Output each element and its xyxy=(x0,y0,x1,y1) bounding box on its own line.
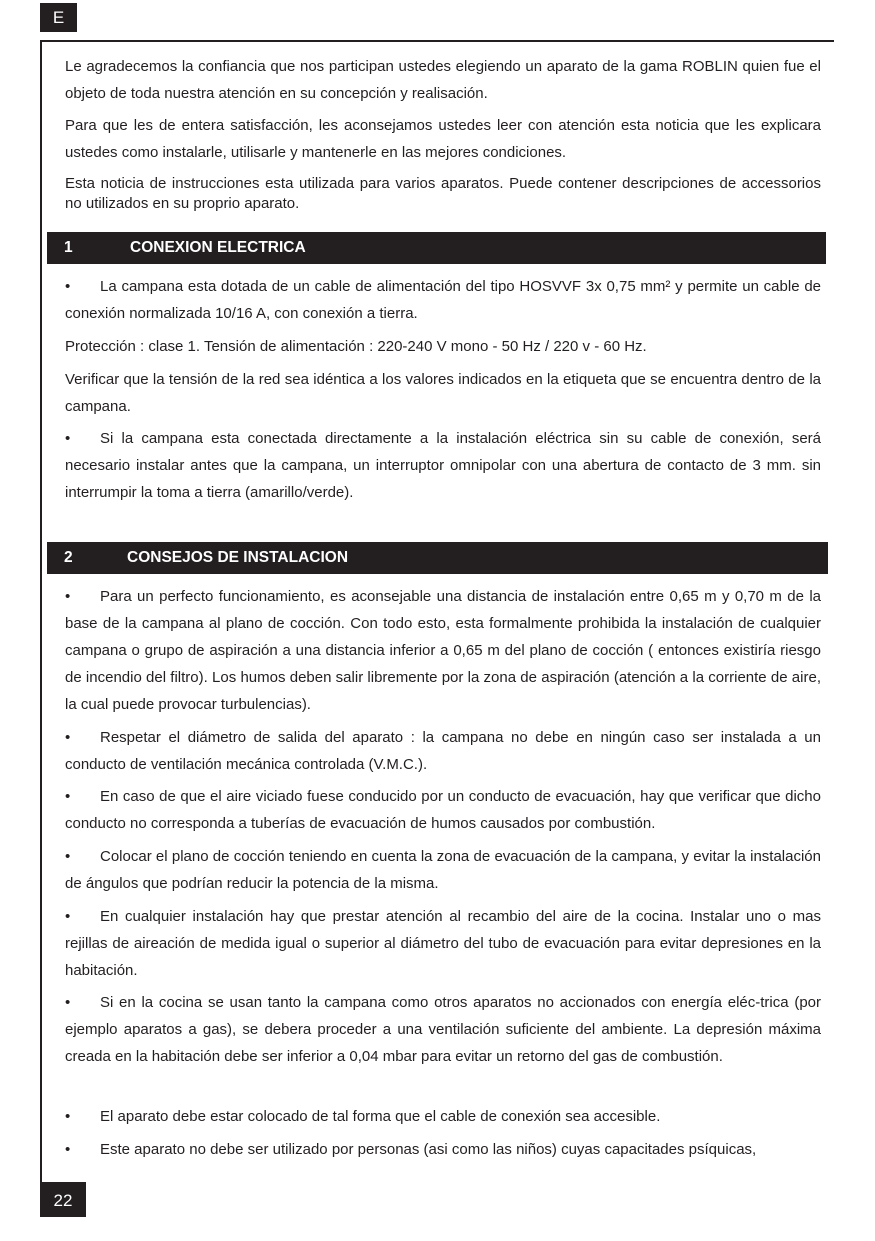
bullet-paragraph xyxy=(65,843,821,897)
paragraph-text: Respetar el diámetro de salida del aparato : la campana no debe en ningún caso ser instalada a un conducto de ventilación mecánica controlada (V.M.C.). xyxy=(65,729,821,773)
section-number: 2 xyxy=(64,549,73,566)
bullet-symbol: • xyxy=(65,1141,71,1158)
paragraph-text: Si la campana esta conectada directamente a la instalación eléctrica sin su cable de conexión, será necesario instalar antes que la campana, un interruptor omnipolar con una abertura de contacto de 3 mm. sin interrumpir la toma a tierra (amarillo/verde). xyxy=(65,430,821,501)
section-heading-1 xyxy=(47,232,826,264)
bullet-paragraph xyxy=(65,989,821,1070)
bullet-symbol: • xyxy=(65,848,71,865)
intro-paragraph: Le agradecemos la confiancia que nos participan ustedes elegiendo un aparato de la gama ROBLIN quien fue el objeto de toda nuestra atención en su concepción y realisación. xyxy=(65,58,821,102)
bullet-paragraph xyxy=(65,583,821,718)
bullet-paragraph xyxy=(65,273,821,327)
paragraph-text: Este aparato no debe ser utilizado por personas (asi como las niños) cuyas capacitades psíquicas, xyxy=(100,1141,757,1158)
bullet-symbol: • xyxy=(65,788,71,805)
bullet-paragraph xyxy=(65,1103,821,1130)
section-number: 1 xyxy=(64,239,73,256)
paragraph-text: En cualquier instalación hay que prestar atención al recambio del aire de la cocina. Instalar uno o mas rejillas de aireación de medida igual o superior al diámetro del tubo de evacuación para evitar depresiones en la habitación. xyxy=(65,908,821,979)
section-title: CONSEJOS DE INSTALACION xyxy=(127,549,349,566)
paragraph-text: El aparato debe estar colocado de tal forma que el cable de conexión sea accesible. xyxy=(100,1108,661,1125)
intro-paragraph: Para que les de entera satisfacción, les aconsejamos ustedes leer con atención esta noticia que les explicara ustedes como instalarle, utilisarle y mantenerle en las mejores condiciones. xyxy=(65,117,821,161)
top-rule xyxy=(40,40,834,42)
bullet-symbol: • xyxy=(65,1108,71,1125)
section-heading-2 xyxy=(47,542,828,574)
paragraph-text: Para un perfecto funcionamiento, es aconsejable una distancia de instalación entre 0,65 m y 0,70 m de la base de la campana al plano de cocción. Con todo esto, esta formalmente prohibida la instalación de cualquier campana o grupo de aspiración a una distancia inferior a 0,65 m del plano de cocción ( entonces existiría riesgo de incendio del filtro). Los humos deben salir libremente por la zona de aspiración (atención a la corriente de aire, la cual puede provocar turbulencias). xyxy=(65,588,821,713)
language-tab: E xyxy=(40,3,77,32)
paragraph-text: Colocar el plano de cocción teniendo en cuenta la zona de evacuación de la campana, y evitar la instalación de ángulos que podrían reducir la potencia de la misma. xyxy=(65,848,821,892)
intro-paragraph: Esta noticia de instrucciones esta utilizada para varios aparatos. Puede contener descripciones de accessorios no utilizados en su proprio aparato. xyxy=(65,175,821,212)
bullet-paragraph xyxy=(65,425,821,506)
bullet-symbol: • xyxy=(65,729,71,746)
left-rule xyxy=(40,40,42,1182)
bullet-paragraph xyxy=(65,724,821,778)
bullet-symbol: • xyxy=(65,278,71,295)
paragraph-text: La campana esta dotada de un cable de alimentación del tipo HOSVVF 3x 0,75 mm² y permite un cable de conexión normalizada 10/16 A, con conexión a tierra. xyxy=(65,278,821,322)
paragraph-text: En caso de que el aire viciado fuese conducido por un conducto de evacuación, hay que verificar que dicho conducto no corresponda a tuberías de evacuación de humos causados por combustión. xyxy=(65,788,821,832)
paragraph-text: Si en la cocina se usan tanto la campana como otros aparatos no accionados con energía eléc-trica (por ejemplo aparatos a gas), se debera proceder a una ventilación suficiente del ambiente. La depresión máxima creada en la habitación debe ser inferior a 0,04 mbar para evitar un retorno del gas de combustión. xyxy=(65,994,821,1065)
page-number: 22 xyxy=(40,1182,86,1217)
bullet-symbol: • xyxy=(65,994,71,1011)
bullet-paragraph xyxy=(65,1136,821,1163)
bullet-symbol: • xyxy=(65,908,71,925)
section-title: CONEXION ELECTRICA xyxy=(130,239,306,256)
paragraph: Verificar que la tensión de la red sea idéntica a los valores indicados en la etiqueta que se encuentra dentro de la campana. xyxy=(65,371,821,415)
bullet-paragraph xyxy=(65,903,821,984)
bullet-symbol: • xyxy=(65,588,71,605)
bullet-paragraph xyxy=(65,783,821,837)
paragraph: Protección : clase 1. Tensión de alimentación : 220-240 V mono - 50 Hz / 220 v - 60 Hz. xyxy=(65,338,647,355)
bullet-symbol: • xyxy=(65,430,71,447)
